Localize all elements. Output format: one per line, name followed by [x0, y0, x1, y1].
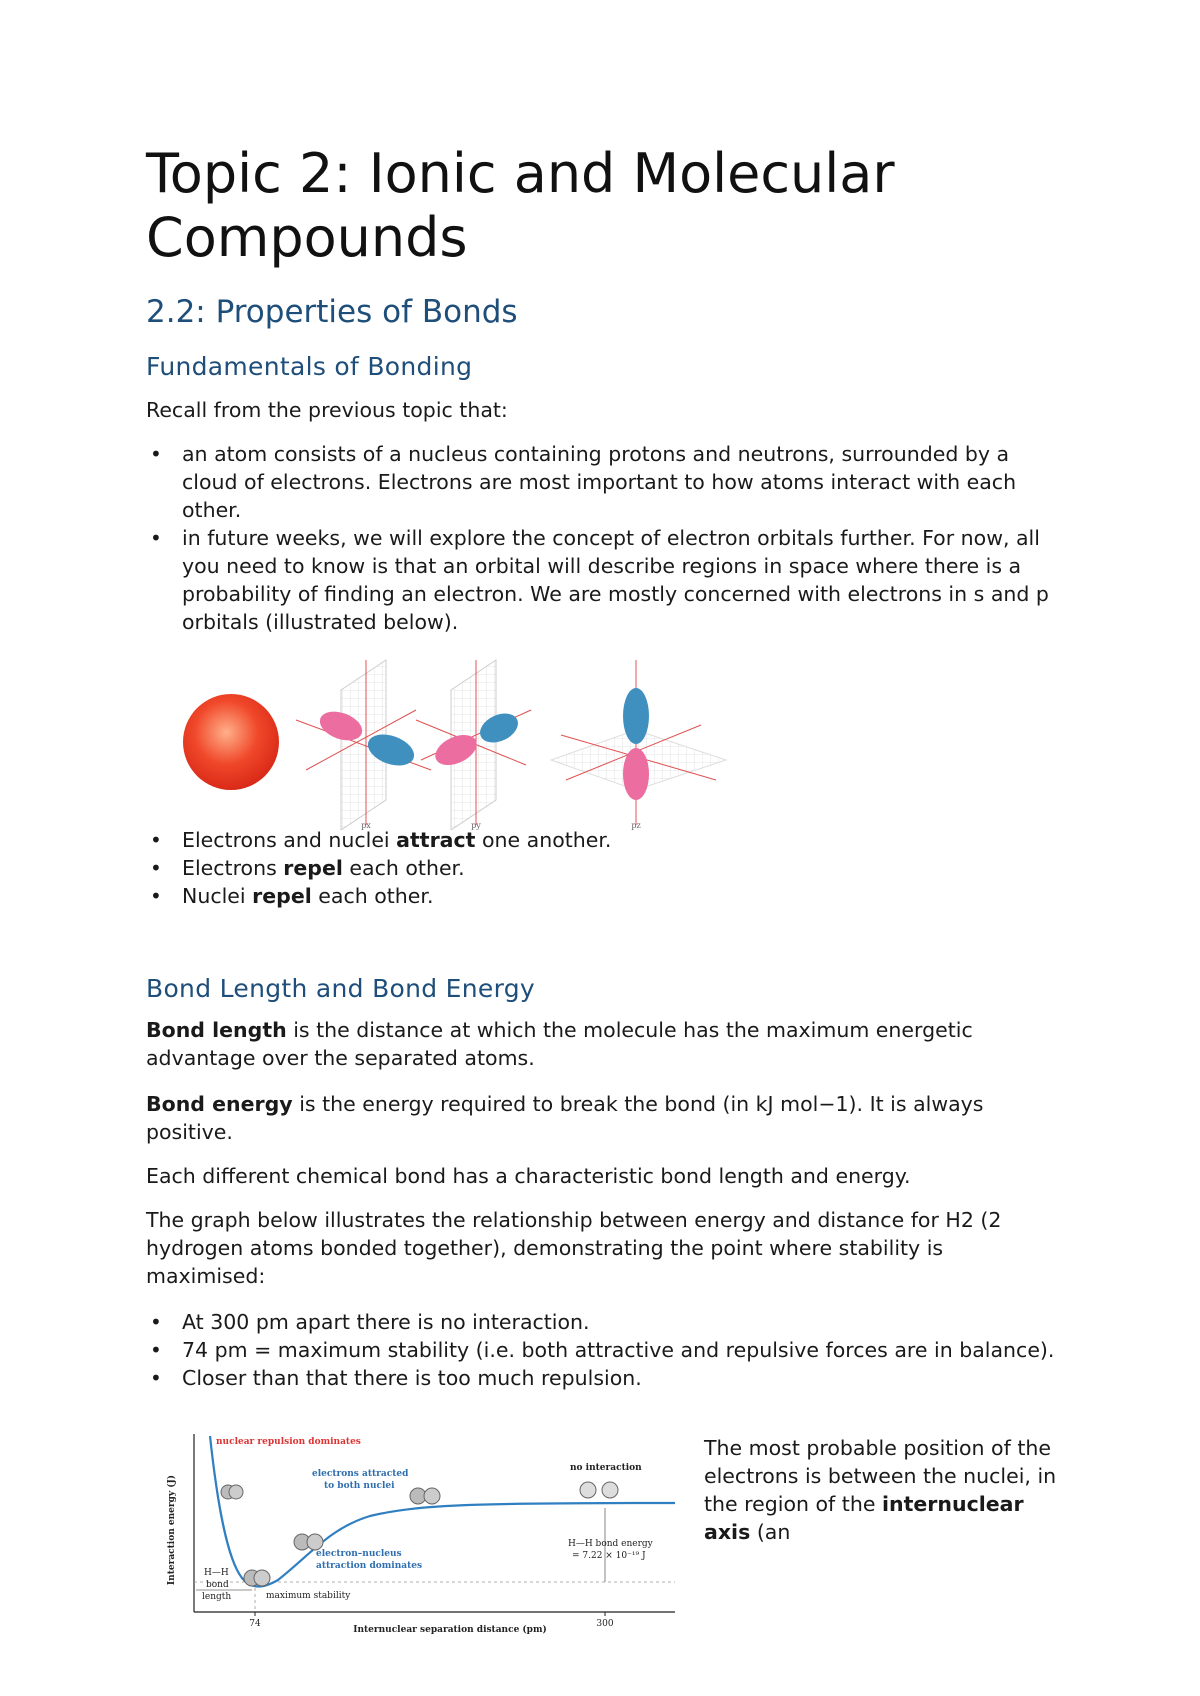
fundamentals-heading: Fundamentals of Bonding [146, 352, 473, 381]
py-label: py [471, 821, 481, 830]
tick-label-300: 300 [596, 1619, 614, 1629]
py-orbital [416, 660, 531, 830]
list-item: • Electrons repel each other. [146, 854, 1066, 882]
pz-orbital [551, 660, 726, 830]
x-axis-label: Internuclear separation distance (pm) [353, 1625, 547, 1635]
pz-label: pz [631, 821, 641, 830]
s-orbital [183, 694, 279, 790]
graph-intro-paragraph: The graph below illustrates the relationship between energy and distance for H2 (2 hydrogen atoms bonded together), demonstrating the point where stability is maximised: [146, 1208, 1002, 1288]
label-length: length [202, 1592, 232, 1602]
list-item: • in future weeks, we will explore the concept of electron orbitals further. For now, all you need to know is that an orbital will describe regions in space where there is a probability of finding an electron. We are mostly concerned with electrons in s and p orbitals (illustrated below). [146, 524, 1066, 636]
bond-heading: Bond Length and Bond Energy [146, 974, 535, 1003]
graph-points-list [146, 1308, 1066, 1392]
list-item: • 74 pm = maximum stability (i.e. both attractive and repulsive forces are in balance). [146, 1336, 1066, 1364]
side-paragraph: The most probable position of the electrons is between the nuclei, in the region of the internuclear axis (an [704, 1436, 1057, 1544]
list-item: • an atom consists of a nucleus containing protons and neutrons, surrounded by a cloud of electrons. Electrons are most important to how atoms interact with each other. [146, 440, 1066, 524]
list-item: • Nuclei repel each other. [146, 882, 1066, 910]
label-hh: H—H [204, 1568, 229, 1578]
y-axis-label: Interaction energy (J) [167, 1474, 177, 1586]
list-item: • Closer than that there is too much repulsion. [146, 1364, 1066, 1392]
atoms-overlap [244, 1570, 270, 1586]
label-attracted-1: electrons attracted [312, 1469, 409, 1479]
label-electron-nucleus-2: attraction dominates [316, 1561, 423, 1571]
label-bond-energy-2: = 7.22 × 10⁻¹⁹ J [572, 1551, 646, 1561]
label-electron-nucleus-1: electron–nucleus [316, 1549, 402, 1559]
label-repulsion: nuclear repulsion dominates [216, 1437, 361, 1447]
tick-label-74: 74 [249, 1619, 261, 1629]
energy-graph [160, 1430, 690, 1640]
bond-energy-paragraph: Bond energy is the energy required to break the bond (in kJ mol−1). It is always positive. [146, 1092, 984, 1144]
list-item: • Electrons and nuclei attract one another. [146, 826, 1066, 854]
page-title: Topic 2: Ionic and Molecular Compounds [146, 142, 895, 269]
atoms-repulsion [221, 1485, 243, 1499]
bond-length-paragraph: Bond length is the distance at which the molecule has the maximum energetic advantage over the separated atoms. [146, 1018, 973, 1070]
fundamentals-intro: Recall from the previous topic that: [146, 398, 508, 422]
label-no-interaction: no interaction [570, 1463, 642, 1473]
px-orbital [296, 660, 431, 830]
list-item: • At 300 pm apart there is no interaction. [146, 1308, 1066, 1336]
orbitals-illustration [166, 650, 766, 830]
fundamentals-list [146, 440, 1066, 636]
bond-each-paragraph: Each different chemical bond has a characteristic bond length and energy. [146, 1164, 911, 1188]
label-max-stability: maximum stability [266, 1591, 351, 1601]
section-heading: 2.2: Properties of Bonds [146, 294, 518, 330]
label-attracted-2: to both nuclei [324, 1481, 395, 1491]
forces-list [146, 826, 1066, 910]
label-bond-energy-1: H—H bond energy [568, 1539, 653, 1549]
label-bond: bond [206, 1580, 229, 1590]
px-label: px [361, 821, 371, 830]
